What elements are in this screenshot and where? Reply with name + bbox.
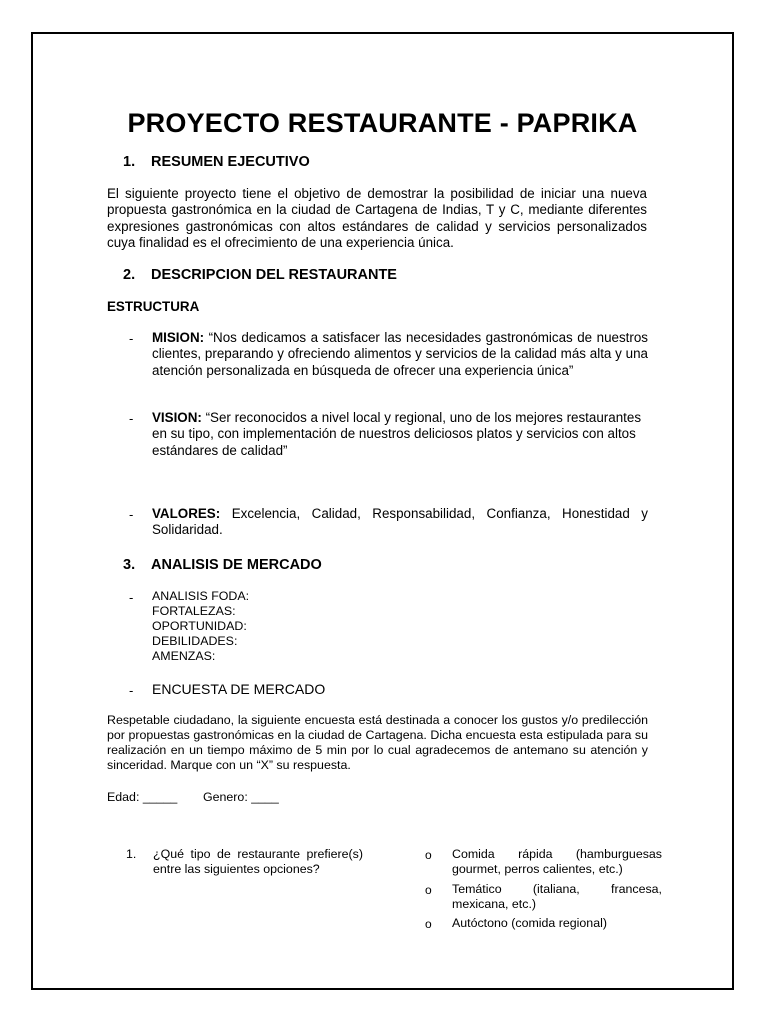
option-bullet: o — [425, 883, 432, 897]
executive-summary: El siguiente proyecto tiene el objetivo de demostrar la posibilidad de iniciar una nueva propuesta gastronómica en la ciudad de Cartagena de Indias, T y C, mediante diferentes expresiones gastronómicas con altos estándares de calidad y servicios personalizados cuya finalidad es el ofrecimiento de una experiencia única. — [107, 186, 647, 250]
option-bullet: o — [425, 917, 432, 931]
mision-text: “Nos dedicamos a satisfacer las necesidades gastronómicas de nuestros clientes, preparando y ofreciendo alimentos y servicios de la calidad más alta y una atención personalizada en búsqueda de ofrecer una experiencia única” — [152, 330, 648, 378]
list-dash: - — [129, 590, 134, 605]
section-title: DESCRIPCION DEL RESTAURANTE — [151, 267, 397, 283]
vision-label: VISION: — [152, 410, 202, 425]
document-page — [31, 32, 734, 990]
foda-line: FORTALEZAS: — [152, 604, 236, 618]
section-3-heading — [123, 557, 322, 573]
valores-item — [152, 506, 648, 539]
section-2-heading — [123, 267, 397, 283]
section-title: RESUMEN EJECUTIVO — [151, 154, 310, 170]
section-1-heading — [123, 154, 310, 170]
list-dash: - — [129, 331, 134, 346]
section-number: 1. — [123, 154, 136, 170]
survey-intro: Respetable ciudadano, la siguiente encuesta está destinada a conocer los gustos y/o predilección por propuestas gastronómicas en la ciudad de Cartagena. Dicha encuesta esta estipulada para su realización en un tiempo máximo de 5 min por lo cual agradecemos de antemano su atención y sinceridad. Marque con un “X” su respuesta. — [107, 713, 648, 772]
option-bullet: o — [425, 848, 432, 862]
question-1-text: ¿Qué tipo de restaurante prefiere(s) entre las siguientes opciones? — [153, 847, 363, 876]
genero-field: Genero: ____ — [203, 790, 279, 804]
foda-line: DEBILIDADES: — [152, 634, 238, 648]
mision-label: MISION: — [152, 330, 205, 345]
list-dash: - — [129, 507, 134, 522]
section-title: ANALISIS DE MERCADO — [151, 557, 322, 573]
encuesta-label: ENCUESTA DE MERCADO — [152, 681, 326, 697]
valores-label: VALORES: — [152, 506, 221, 521]
estructura-label: ESTRUCTURA — [107, 299, 200, 314]
document-title: PROYECTO RESTAURANTE - PAPRIKA — [127, 108, 638, 138]
option-2[interactable]: Temático (italiana, francesa, mexicana, etc.) — [452, 882, 662, 911]
edad-field: Edad: _____ — [107, 790, 178, 804]
vision-item — [152, 410, 648, 459]
mision-item — [152, 330, 648, 379]
foda-line: OPORTUNIDAD: — [152, 619, 247, 633]
valores-text: Excelencia, Calidad, Responsabilidad, Confianza, Honestidad y Solidaridad. — [152, 506, 648, 538]
foda-line: AMENZAS: — [152, 649, 216, 663]
option-3[interactable]: Autóctono (comida regional) — [452, 916, 607, 930]
foda-line: ANALISIS FODA: — [152, 589, 250, 603]
option-1[interactable]: Comida rápida (hamburguesas gourmet, perros calientes, etc.) — [452, 847, 662, 876]
vision-text: “Ser reconocidos a nivel local y regional, uno de los mejores restaurantes en su tipo, con implementación de nuestros deliciosos platos y servicios con altos estándares de calidad” — [152, 410, 642, 458]
foda-list — [152, 589, 249, 664]
section-number: 3. — [123, 557, 136, 573]
list-dash: - — [129, 683, 134, 698]
list-dash: - — [129, 411, 134, 426]
section-number: 2. — [123, 267, 136, 283]
question-number: 1. — [126, 847, 137, 861]
